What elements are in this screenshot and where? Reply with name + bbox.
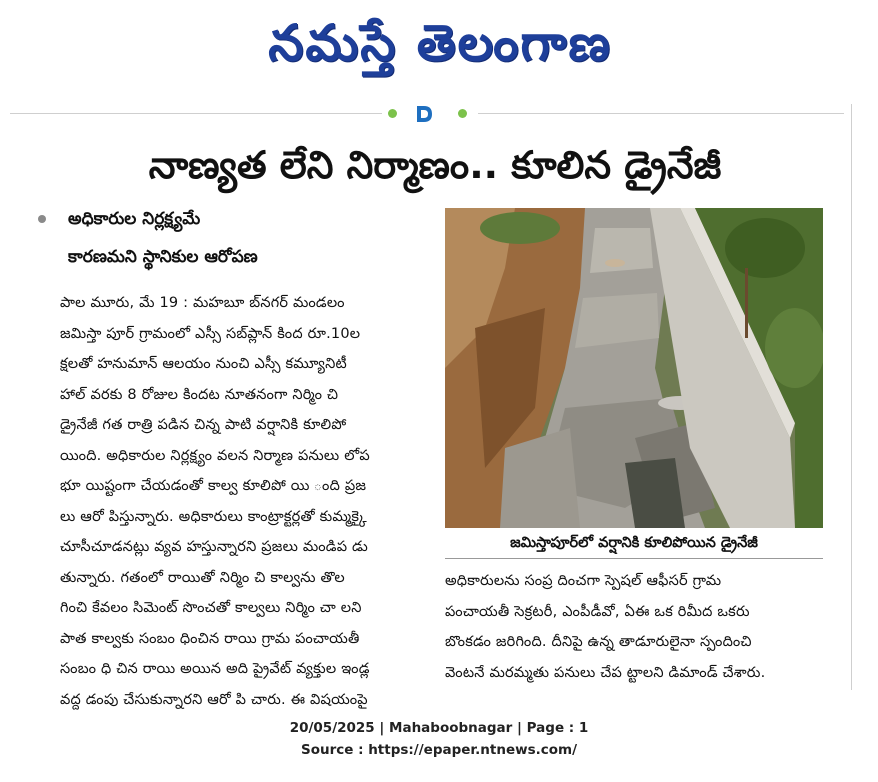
section-logo-icon	[414, 104, 434, 124]
body-line: లు ఆరో పిస్తున్నారు. అధికారులు కాంట్రాక్టర్లతో కుమ్మక్కై	[60, 508, 367, 525]
body-line: యింది. అధికారుల నిర్లక్ష్యం వలన నిర్మాణ పనులు లోప	[60, 447, 370, 464]
body-line: సంబం ధి చిన రాయి అయిన అది ప్రైవేట్ వ్యక్తుల ఇండ్ల	[60, 661, 370, 677]
body-line: భూ యిష్టంగా చేయడంతో కాల్వ కూలిపో యి ంది ప్రజ	[60, 478, 367, 494]
footer-source-link[interactable]: Source : https://epaper.ntnews.com/	[300, 742, 578, 758]
body-line: గించి కేవలం సిమెంట్ సొంచతో కాల్వలు నిర్మిం చా లని	[60, 600, 362, 616]
column-divider	[851, 104, 852, 690]
newspaper-masthead: నమస్తే తెలంగాణ	[268, 14, 612, 72]
body-line: వద్ద డంపు చేసుకున్నారని ఆరో పి చారు. ఈ విషయంపై	[60, 691, 368, 708]
section-divider-right	[478, 113, 844, 114]
body-line: అధికారులను సంప్ర దించగా స్పెషల్ ఆఫీసర్ గ్రామ	[445, 573, 722, 589]
section-divider-left	[10, 113, 382, 114]
article-subhead-line-1: అధికారుల నిర్లక్ష్యమే	[68, 209, 201, 229]
body-line: పాల మూరు, మే 19 : మహబూ బ్‌నగర్ మండలం	[60, 295, 345, 311]
divider-dot-left	[388, 109, 397, 118]
divider-dot-right	[458, 109, 467, 118]
body-line: పాత కాల్వకు సంబం ధించిన రాయి గ్రామ పంచాయతీ	[60, 630, 360, 647]
subhead-bullet	[38, 215, 46, 223]
body-line: పంచాయతీ సెక్రటరీ, ఎంపీడీవో, ఏఈ ఒక రిమీద ఒకరు	[445, 603, 750, 620]
collapsed-drainage-photo	[445, 208, 823, 528]
body-line: జమిస్తా పూర్ గ్రామంలో ఎస్సీ సబ్‌ప్లాన్ కింద రూ.10ల	[60, 325, 361, 342]
article-body-left-column	[60, 288, 426, 715]
footer-date-edition-page: 20/05/2025 | Mahaboobnagar | Page : 1	[289, 720, 589, 736]
body-line: తున్నారు. గతంలో రాయితో నిర్మిం చి కాల్వను తొల	[60, 569, 345, 586]
body-line: వెంటనే మరమ్మతు పనులు చేప ట్టాలని డిమాండ్ చేశారు.	[445, 664, 766, 681]
body-line: చూసీచూడనట్లు వ్యవ హస్తున్నారని ప్రజలు మండిప డు	[60, 539, 368, 555]
article-body-right-column	[445, 566, 825, 688]
body-line: క్షలతో హనుమాన్ ఆలయం నుంచి ఎస్సీ కమ్యూనిటీ	[60, 356, 347, 372]
body-line: హాల్ వరకు 8 రోజుల కిందట నూతనంగా నిర్మిం చి	[60, 386, 339, 403]
article-subhead-line-2: కారణమని స్థానికుల ఆరోపణ	[68, 247, 258, 267]
photo-caption: జమిస్తాపూర్‌లో వర్షానికి కూలిపోయిన డ్రైనేజీ	[445, 528, 823, 559]
body-line: బొంకడం జరిగింది. దీనిపై ఉన్న తాడూరులైనా స్పందించి	[445, 634, 752, 650]
body-line: డ్రైనేజీ గత రాత్రి పడిన చిన్న పాటి వర్షానికి కూలిపో	[60, 417, 347, 433]
article-headline: నాణ్యత లేని నిర్మాణం.. కూలిన డ్రైనేజీ	[148, 143, 722, 187]
